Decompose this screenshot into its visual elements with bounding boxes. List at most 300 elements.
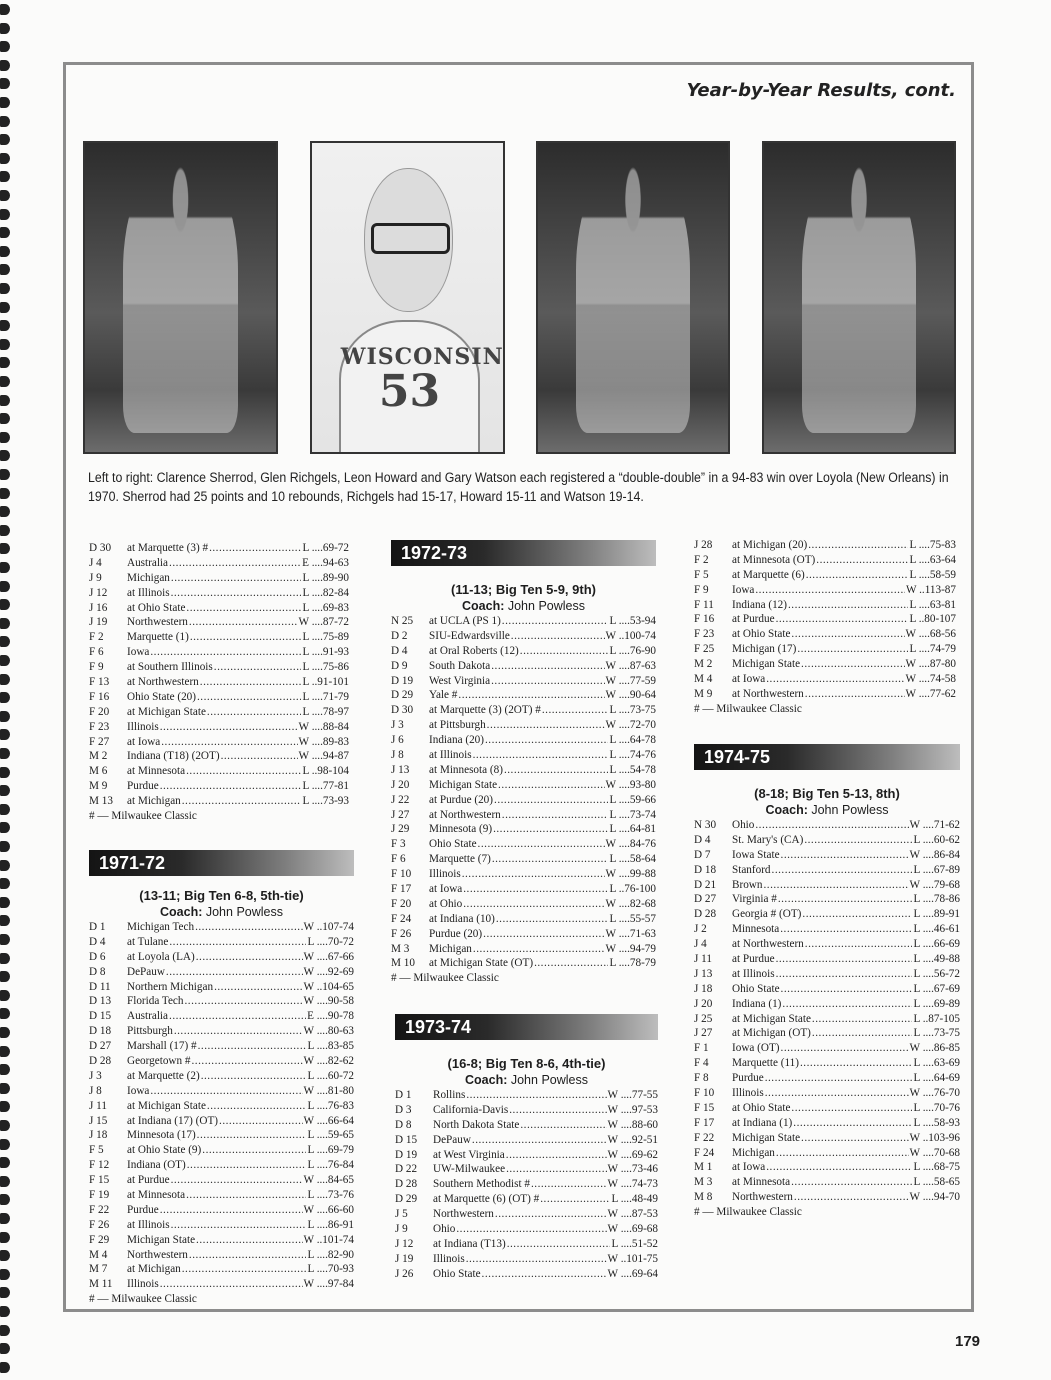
coach-line [395, 1072, 658, 1088]
game-row [391, 867, 656, 882]
game-date: D 1 [89, 921, 106, 933]
game-date: D 30 [391, 704, 414, 717]
game-opponent: Michigan State [429, 778, 498, 791]
game-result: L ....73-76 [307, 1189, 354, 1202]
game-row [395, 1118, 658, 1133]
game-opponent: at Northwestern [732, 687, 804, 700]
spiral-ring [0, 60, 10, 71]
leader-dots [482, 1267, 607, 1282]
game-row [395, 1088, 658, 1103]
game-opponent: Marquette (7) [429, 853, 491, 866]
game-date: J 20 [391, 778, 410, 791]
game-result: W ....66-64 [303, 1114, 354, 1127]
game-opponent: Marquette (1) [127, 631, 189, 644]
spiral-ring [0, 1120, 10, 1131]
game-result: W ....79-68 [909, 878, 960, 891]
game-opponent: Australia [127, 556, 169, 569]
leader-dots [502, 614, 609, 629]
game-opponent: Iowa [127, 646, 150, 659]
game-opponent: Illinois [433, 1252, 465, 1265]
leader-dots [801, 657, 905, 672]
game-opponent: at Marquette (3) # [127, 542, 209, 554]
game-date: D 4 [391, 644, 408, 657]
leader-dots [160, 1203, 303, 1218]
game-opponent: at Marquette (6) (OT) # [433, 1193, 540, 1206]
game-opponent: at Minnesota (8) [429, 763, 503, 776]
game-date: D 2 [391, 629, 408, 642]
spiral-ring [0, 599, 10, 610]
game-result: W ....71-63 [605, 927, 656, 940]
game-result: L ..98-104 [302, 765, 349, 778]
game-row [694, 878, 960, 893]
game-opponent: at Indiana (T13) [433, 1237, 506, 1250]
game-row [89, 794, 349, 809]
game-row [694, 612, 956, 627]
game-row [395, 1103, 658, 1118]
game-date: M 3 [694, 1176, 713, 1189]
game-opponent: North Dakota State [433, 1118, 520, 1131]
game-result: L ....55-57 [609, 912, 656, 925]
game-date: M 13 [89, 795, 113, 808]
game-opponent: Iowa [127, 1084, 150, 1097]
game-date: M 9 [694, 687, 713, 700]
game-result: W ....77-62 [905, 687, 956, 700]
game-opponent: at Indiana (10) [429, 912, 495, 925]
game-date: D 15 [395, 1133, 418, 1146]
game-opponent: at Purdue [732, 953, 775, 966]
spiral-ring [0, 264, 10, 275]
game-opponent: Northern Michigan [127, 980, 214, 993]
game-result: L ....60-62 [913, 833, 960, 846]
game-row [395, 1222, 658, 1237]
leader-dots [504, 763, 609, 778]
game-date: D 19 [391, 674, 414, 687]
game-row [694, 657, 956, 672]
game-result: W ....88-84 [298, 720, 349, 733]
game-row [89, 1039, 354, 1054]
leader-dots [791, 1101, 912, 1116]
game-date: F 26 [391, 927, 412, 940]
game-opponent: Indiana (12) [732, 598, 787, 611]
game-result: W ....88-60 [607, 1118, 658, 1131]
game-opponent: at Ohio State (9) [127, 1144, 202, 1157]
game-row [89, 705, 349, 720]
game-date: F 12 [89, 1159, 110, 1172]
game-opponent: at Northwestern [429, 808, 501, 821]
game-row [694, 687, 956, 702]
game-date: F 1 [694, 1042, 709, 1055]
game-date: D 29 [395, 1193, 418, 1206]
game-date: D 7 [694, 848, 711, 861]
game-row [694, 627, 956, 642]
game-result: L ....74-79 [909, 643, 956, 656]
game-date: J 6 [391, 734, 404, 747]
leader-dots [186, 764, 301, 779]
leader-dots [473, 748, 609, 763]
game-result: W ....87-72 [298, 616, 349, 629]
game-opponent: at Purdue [732, 613, 775, 626]
leader-dots [772, 863, 913, 878]
leader-dots [520, 644, 609, 659]
game-date: D 29 [391, 689, 414, 702]
game-date: D 9 [391, 659, 408, 672]
game-row [89, 1054, 354, 1069]
spiral-ring [0, 1046, 10, 1057]
leon-howard-photo [536, 141, 730, 454]
game-date: M 2 [89, 750, 108, 763]
game-date: J 12 [395, 1237, 414, 1250]
game-result: W ....89-83 [298, 735, 349, 748]
game-row [391, 837, 656, 852]
game-opponent: Purdue [127, 780, 159, 793]
game-date: F 6 [89, 646, 104, 659]
game-date: J 3 [391, 719, 404, 732]
leader-dots [189, 1248, 307, 1263]
game-date: F 20 [89, 705, 110, 718]
spiral-ring [0, 785, 10, 796]
game-opponent: St. Mary's (CA) [732, 833, 804, 846]
game-opponent: at Southern Illinois [127, 661, 213, 674]
game-date: F 10 [391, 868, 412, 881]
game-opponent: Northwestern [732, 1191, 793, 1204]
leader-dots [161, 735, 297, 750]
game-row [694, 1175, 960, 1190]
game-row [89, 965, 354, 980]
game-date: F 23 [694, 628, 715, 641]
game-date: F 9 [694, 583, 709, 596]
game-date: J 29 [391, 823, 410, 836]
leader-dots [791, 1175, 912, 1190]
season-record: (8-18; Big Ten 5-13, 8th) [754, 786, 900, 801]
game-date: J 13 [391, 763, 410, 776]
coach-label: Coach: [465, 1073, 508, 1087]
game-date: F 8 [694, 1072, 709, 1085]
game-date: D 6 [89, 950, 106, 963]
leader-dots [472, 1133, 607, 1148]
game-opponent: Iowa State [732, 848, 780, 861]
game-result: W ....81-80 [303, 1084, 354, 1097]
game-result: L ....86-91 [307, 1218, 354, 1231]
leader-dots [200, 675, 302, 690]
game-row [694, 1146, 960, 1161]
game-date: D 11 [89, 980, 111, 993]
game-opponent: Northwestern [127, 616, 188, 629]
leader-dots [793, 1116, 912, 1131]
leader-dots [812, 1026, 913, 1041]
game-opponent: Michigan State [127, 1233, 196, 1246]
game-result: L ..80-107 [909, 613, 956, 626]
leader-dots [766, 1160, 912, 1175]
leader-dots [463, 897, 604, 912]
game-date: M 6 [89, 765, 108, 778]
coach-name: John Powless [205, 905, 283, 919]
game-row [89, 1262, 354, 1277]
game-row [395, 1133, 658, 1148]
game-result: L ....75-89 [302, 631, 349, 644]
game-row [395, 1207, 658, 1222]
game-date: D 28 [694, 908, 717, 921]
game-row [694, 1041, 960, 1056]
spiral-ring [0, 227, 10, 238]
game-result: W ....87-63 [605, 659, 656, 672]
game-row [694, 1160, 960, 1175]
game-date: J 19 [395, 1252, 414, 1265]
leader-dots [801, 1131, 909, 1146]
game-opponent: West Virginia [429, 674, 491, 687]
game-opponent: at Minnesota (OT) [732, 553, 816, 566]
game-row [694, 952, 960, 967]
game-row [89, 1114, 354, 1129]
spiral-ring [0, 78, 10, 89]
game-opponent: at West Virginia [433, 1148, 505, 1161]
spiral-ring [0, 1287, 10, 1298]
game-result: L ....70-72 [307, 935, 354, 948]
game-row [694, 818, 960, 833]
spiral-ring [0, 1306, 10, 1317]
spiral-binding [0, 0, 18, 1380]
game-opponent: at Pittsburgh [429, 719, 486, 732]
game-result: L ..76-100 [609, 883, 656, 896]
game-row [694, 1086, 960, 1101]
game-result: W ....71-62 [909, 819, 960, 831]
game-date: J 13 [694, 967, 713, 980]
leader-dots [776, 952, 913, 967]
game-row [89, 720, 349, 735]
game-row [391, 644, 656, 659]
game-opponent: Iowa (OT) [732, 1042, 780, 1055]
game-date: J 26 [395, 1267, 414, 1280]
game-opponent: at Ohio State [127, 601, 186, 614]
game-row [694, 672, 956, 687]
leader-dots [483, 927, 604, 942]
spiral-ring [0, 116, 10, 127]
game-opponent: Michigan Tech [127, 921, 195, 933]
game-result: W ..104-65 [303, 980, 354, 993]
game-row [89, 630, 349, 645]
game-date: D 4 [89, 935, 106, 948]
game-opponent: South Dakota [429, 659, 491, 672]
game-date: D 18 [694, 863, 717, 876]
spiral-ring [0, 283, 10, 294]
game-result: L ....46-61 [913, 923, 960, 936]
game-date: J 5 [395, 1208, 408, 1221]
leader-dots [219, 1114, 303, 1129]
spiral-ring [0, 655, 10, 666]
spiral-ring [0, 934, 10, 945]
spiral-ring [0, 1325, 10, 1336]
game-result: W ....74-73 [607, 1178, 658, 1191]
leader-dots [765, 1071, 913, 1086]
game-opponent: Marshall (17) # [127, 1040, 197, 1053]
coach-label: Coach: [160, 905, 203, 919]
game-result: L ....73-75 [913, 1027, 960, 1040]
game-result: W ....92-51 [607, 1133, 658, 1146]
game-opponent: Ohio State [732, 982, 780, 995]
spiral-ring [0, 1232, 10, 1243]
game-result: L ....51-52 [611, 1237, 658, 1250]
game-opponent: Illinois [732, 1087, 764, 1100]
leader-dots [462, 867, 605, 882]
spiral-ring [0, 357, 10, 368]
spiral-ring [0, 190, 10, 201]
game-result: L ....63-64 [909, 553, 956, 566]
game-result: L ....56-72 [913, 967, 960, 980]
game-row [694, 1116, 960, 1131]
game-row [395, 1252, 658, 1267]
game-row [694, 982, 960, 997]
leader-dots [202, 1143, 306, 1158]
game-row [89, 1143, 354, 1158]
spiral-ring [0, 1157, 10, 1168]
game-opponent: Brown [732, 878, 763, 891]
leader-dots [160, 1277, 303, 1292]
game-opponent: DePauw [127, 965, 165, 978]
game-row [89, 571, 349, 586]
leader-dots [812, 1012, 913, 1027]
game-opponent: at Michigan State [127, 705, 206, 718]
game-row [89, 660, 349, 675]
game-row [391, 912, 656, 927]
game-opponent: at Purdue [127, 1174, 170, 1187]
game-row [89, 779, 349, 794]
game-result: W ....94-70 [909, 1191, 960, 1204]
page-header: Year-by-Year Results, cont. [686, 80, 956, 101]
spiral-ring [0, 1250, 10, 1261]
leader-dots [160, 720, 298, 735]
game-row [694, 937, 960, 952]
spiral-ring [0, 209, 10, 220]
game-row [694, 1131, 960, 1146]
game-opponent: Stanford [732, 863, 771, 876]
spiral-ring [0, 1213, 10, 1224]
game-opponent: Australia [127, 1010, 169, 1023]
game-result: L ....71-79 [302, 690, 349, 703]
game-row [694, 892, 960, 907]
game-row [694, 907, 960, 922]
game-opponent: at Ohio State [732, 1101, 791, 1114]
game-date: M 7 [89, 1263, 108, 1276]
leader-dots [776, 967, 913, 982]
game-result: W ....70-68 [909, 1146, 960, 1159]
spiral-ring [0, 339, 10, 350]
leader-dots [800, 1056, 912, 1071]
game-row [89, 764, 349, 779]
game-date: D 3 [395, 1103, 412, 1116]
leader-dots [169, 556, 301, 571]
game-date: D 15 [89, 1010, 112, 1023]
game-opponent: at Ohio [429, 897, 463, 910]
game-result: W ....94-79 [605, 942, 656, 955]
game-opponent: Ohio State (20) [127, 690, 196, 703]
game-result: L ....89-91 [913, 908, 960, 921]
game-date: F 24 [694, 1146, 715, 1159]
game-opponent: Purdue (20) [429, 927, 483, 940]
season-record: (16-8; Big Ten 8-6, 4th-tie) [447, 1056, 606, 1071]
game-result: L ....78-97 [302, 705, 349, 718]
spiral-ring [0, 450, 10, 461]
game-result: L ..91-101 [302, 676, 349, 689]
game-date: J 16 [89, 601, 108, 614]
leader-dots [487, 718, 605, 733]
game-row [694, 553, 956, 568]
spiral-ring [0, 804, 10, 815]
footnote: # — Milwaukee Classic [391, 972, 499, 985]
game-row [391, 614, 656, 629]
game-opponent: Florida Tech [127, 995, 184, 1008]
game-result: L ....63-69 [913, 1057, 960, 1070]
leader-dots [776, 612, 909, 627]
game-row [89, 615, 349, 630]
leader-dots [509, 1103, 606, 1118]
game-result: L ....63-81 [909, 598, 956, 611]
game-date: D 8 [89, 965, 106, 978]
game-opponent: at Oral Roberts (12) [429, 644, 519, 657]
page-number: 179 [955, 1333, 981, 1350]
game-opponent: at Minnesota [127, 1189, 186, 1202]
game-result: L ....69-79 [307, 1144, 354, 1157]
game-result: W ....97-53 [607, 1103, 658, 1116]
leader-dots [491, 674, 604, 689]
game-opponent: at Illinois [127, 586, 170, 599]
game-row [89, 1158, 354, 1173]
leader-dots [214, 980, 302, 995]
game-date: F 15 [694, 1101, 715, 1114]
game-date: N 30 [694, 819, 717, 831]
game-result: W ....77-59 [605, 674, 656, 687]
spiral-ring [0, 1083, 10, 1094]
spiral-ring [0, 897, 10, 908]
game-opponent: Georgetown # [127, 1055, 191, 1068]
game-result: L ....75-83 [909, 539, 956, 551]
game-opponent: Indiana (1) [732, 997, 782, 1010]
game-date: F 17 [391, 883, 412, 896]
leader-dots [196, 950, 303, 965]
game-date: F 29 [89, 1233, 110, 1246]
game-date: F 13 [89, 676, 110, 689]
results-list [694, 538, 956, 702]
spiral-ring [0, 841, 10, 852]
game-opponent: at Iowa [732, 673, 766, 686]
game-row [391, 659, 656, 674]
game-opponent: UW-Milwaukee [433, 1163, 506, 1176]
game-date: M 1 [694, 1161, 713, 1174]
leader-dots [794, 1190, 909, 1205]
spiral-ring [0, 506, 10, 517]
game-row [395, 1237, 658, 1252]
leader-dots [197, 1128, 307, 1143]
spiral-ring [0, 395, 10, 406]
spiral-ring [0, 488, 10, 499]
game-opponent: Purdue [732, 1072, 764, 1085]
game-opponent: at Loyola (LA) [127, 950, 195, 963]
spiral-ring [0, 953, 10, 964]
leader-dots [169, 935, 306, 950]
game-opponent: at UCLA (PS 1) [429, 615, 501, 627]
game-row [89, 935, 354, 950]
game-date: J 9 [395, 1223, 408, 1236]
game-row [89, 1233, 354, 1248]
game-result: W ..100-74 [605, 629, 656, 642]
game-result: L ....70-76 [913, 1101, 960, 1114]
game-date: F 4 [694, 1057, 709, 1070]
game-date: J 27 [391, 808, 410, 821]
game-result: L ..87-105 [913, 1012, 960, 1025]
game-date: D 28 [395, 1178, 418, 1191]
footnote: # — Milwaukee Classic [694, 1206, 802, 1219]
game-row [391, 927, 656, 942]
game-opponent: Illinois [429, 868, 461, 881]
game-opponent: Purdue [127, 1203, 159, 1216]
